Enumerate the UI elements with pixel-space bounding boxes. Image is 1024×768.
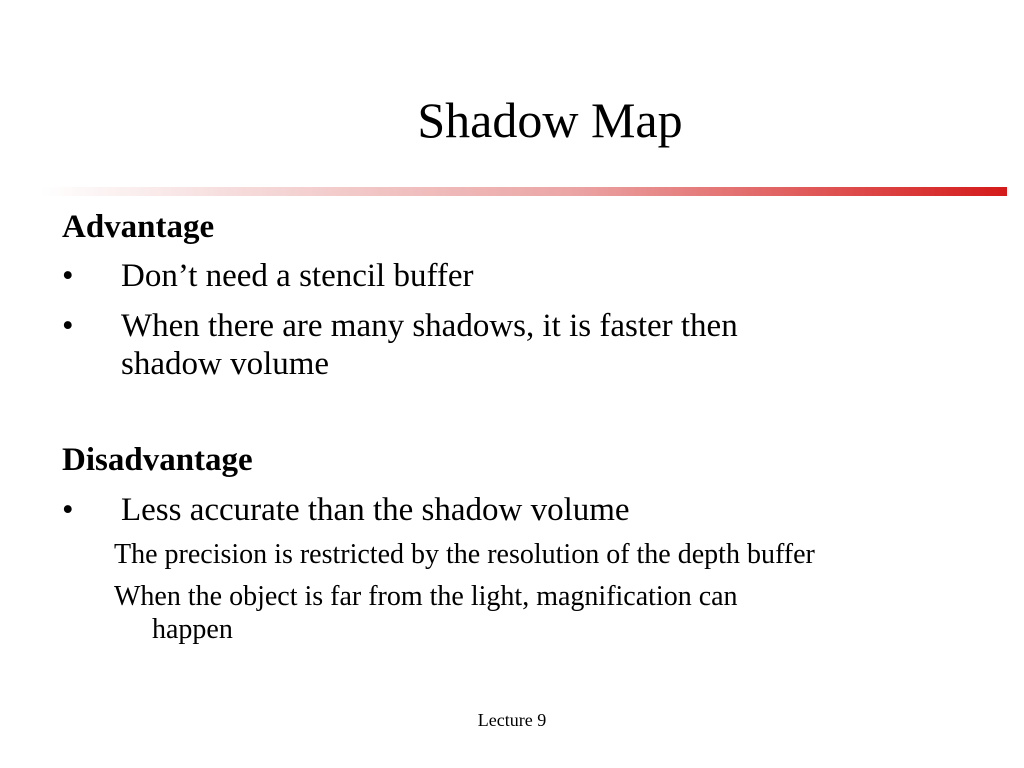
slide-footer: Lecture 9 bbox=[477, 710, 547, 730]
bullet-marker: • bbox=[62, 258, 74, 294]
disadvantage-subpoint-1 bbox=[114, 538, 1014, 571]
subpoint-text-line-1: When the object is far from the light, magnification can bbox=[114, 581, 738, 612]
bullet-text: Less accurate than the shadow volume bbox=[121, 492, 630, 528]
title-divider bbox=[40, 187, 1007, 196]
bullet-text: Don’t need a stencil buffer bbox=[121, 258, 474, 294]
advantage-heading: Advantage bbox=[62, 209, 215, 245]
subpoint-text: The precision is restricted by the resolution of the depth buffer bbox=[114, 539, 815, 570]
bullet-marker: • bbox=[62, 308, 74, 344]
slide-title: Shadow Map bbox=[417, 92, 683, 148]
bullet-text-line-2: shadow volume bbox=[121, 346, 330, 382]
bullet-text-line-1: When there are many shadows, it is faster then bbox=[121, 308, 738, 344]
bullet-marker: • bbox=[62, 492, 74, 528]
bullet-text bbox=[121, 307, 921, 383]
disadvantage-heading: Disadvantage bbox=[62, 442, 253, 478]
disadvantage-subpoint-2 bbox=[114, 580, 1014, 646]
subpoint-text-line-2: happen bbox=[152, 614, 233, 645]
